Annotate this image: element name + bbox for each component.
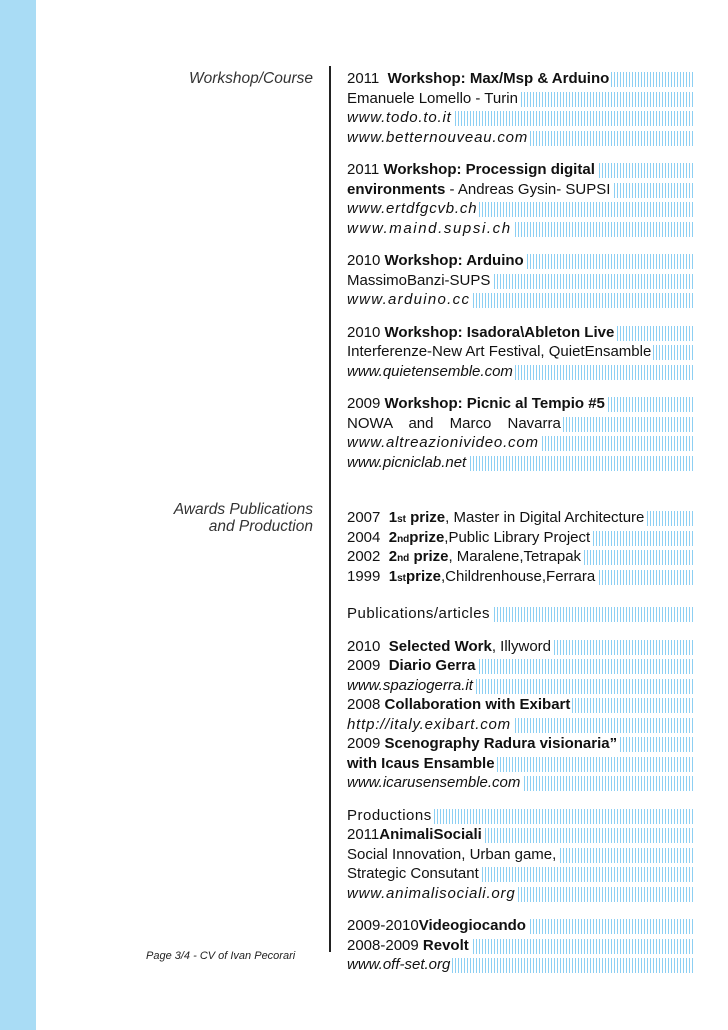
production-entry: 2009-2010Videogiocando [347, 916, 693, 936]
workshop-url: www.arduino.cc [347, 290, 693, 310]
publication-entry: with Icaus Ensamble [347, 754, 693, 774]
workshop-url: www.picniclab.net [347, 453, 693, 473]
workshop-entry: 2010 Workshop: Arduino [347, 251, 693, 271]
production-entry: 2011AnimaliSociali [347, 825, 693, 845]
workshop-detail: Interferenze-New Art Festival, QuietEnsamble [347, 342, 693, 362]
publication-url: www.spaziogerra.it [347, 676, 693, 696]
production-url: www.off-set.org [347, 955, 693, 975]
workshop-url: www.quietensemble.com [347, 362, 693, 382]
workshop-detail: NOWA and Marco Navarra [347, 414, 693, 434]
section-label-awards-1: Awards Publications [173, 501, 313, 518]
publications-heading: Publications/articles [347, 604, 693, 624]
left-accent-stripe [0, 0, 36, 1030]
workshop-url: www.ertdfgcvb.ch [347, 199, 693, 219]
workshop-entry: 2010 Workshop: Isadora\Ableton Live [347, 323, 693, 343]
workshop-entry: 2011 Workshop: Max/Msp & Arduino [347, 69, 693, 89]
section-label-workshop: Workshop/Course [188, 70, 313, 87]
productions-heading: Productions [347, 806, 693, 826]
publication-url: www.icarusensemble.com [347, 773, 693, 793]
column-divider [329, 66, 331, 952]
production-url: www.animalisociali.org [347, 884, 693, 904]
workshop-url: www.maind.supsi.ch [347, 219, 693, 239]
workshop-url: www.altreazionivideo.com [347, 433, 693, 453]
workshop-detail: MassimoBanzi-SUPS [347, 271, 693, 291]
award-entry: 1999 1stprize,Childrenhouse,Ferrara [347, 567, 693, 587]
publication-entry: 2008 Collaboration with Exibart [347, 695, 693, 715]
production-detail: Strategic Consutant [347, 864, 693, 884]
content-column [347, 69, 693, 975]
page-footer: Page 3/4 - CV of Ivan Pecorari [146, 950, 296, 962]
award-entry: 2002 2nd prize, Maralene,Tetrapak [347, 547, 693, 567]
workshop-url: www.todo.to.it [347, 108, 693, 128]
section-label-awards-2: and Production [208, 518, 313, 535]
workshop-entry-cont: environments - Andreas Gysin- SUPSI [347, 180, 693, 200]
workshop-detail: Emanuele Lomello - Turin [347, 89, 693, 109]
production-entry: 2008-2009 Revolt [347, 936, 693, 956]
workshop-url: www.betternouveau.com [347, 128, 693, 148]
award-entry: 2004 2ndprize,Public Library Project [347, 528, 693, 548]
production-detail: Social Innovation, Urban game, [347, 845, 693, 865]
publication-entry: 2009 Scenography Radura visionaria” [347, 734, 693, 754]
publication-url: http://italy.exibart.com [347, 715, 693, 735]
publication-entry: 2009 Diario Gerra [347, 656, 693, 676]
workshop-entry: 2009 Workshop: Picnic al Tempio #5 [347, 394, 693, 414]
publication-entry: 2010 Selected Work, Illyword [347, 637, 693, 657]
workshop-entry: 2011 Workshop: Processign digital [347, 160, 693, 180]
award-entry: 2007 1st prize, Master in Digital Architecture [347, 508, 693, 528]
